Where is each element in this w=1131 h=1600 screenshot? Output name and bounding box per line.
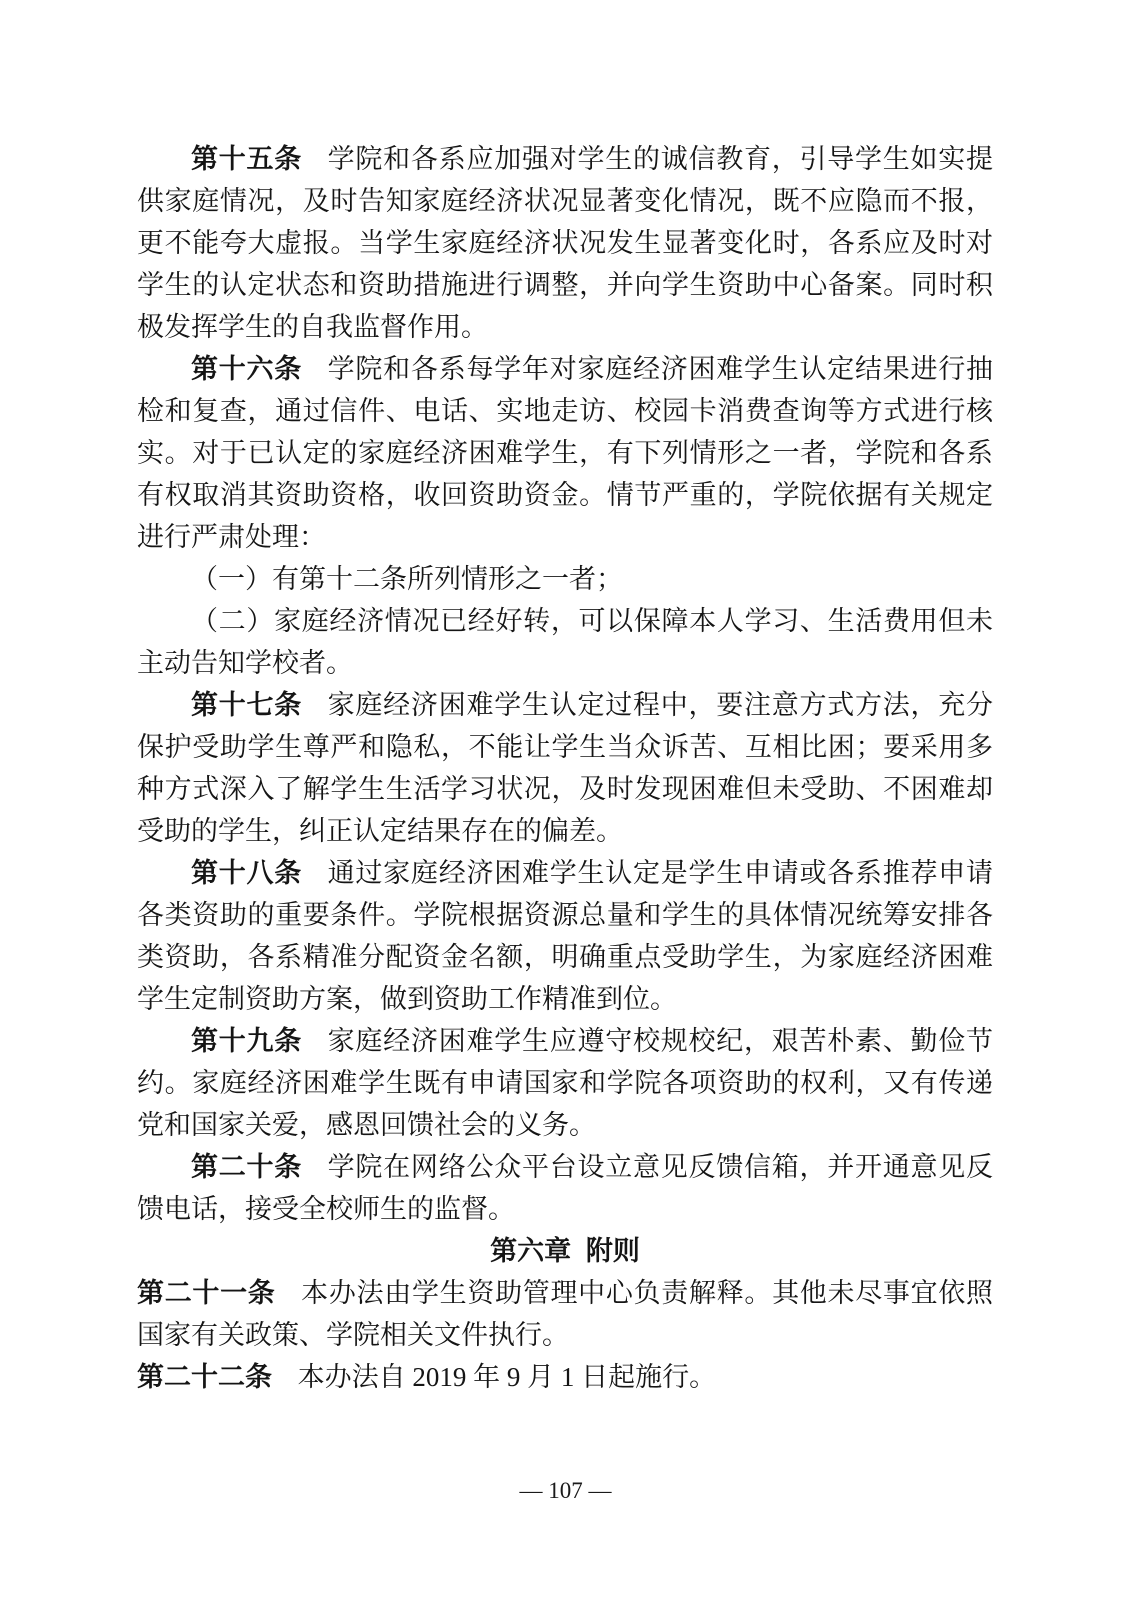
article-number: 第二十一条 [137, 1278, 276, 1308]
paragraph-text: 家庭经济困难学生认定过程中，要注意方式方法，充分保护受助学生尊严和隐私，不能让学生当众诉苦、互相比困；要采用多种方式深入了解学生生活学习状况，及时发现困难但未受助、不困难却受助的学生，纠正认定结果存在的偏差。 [137, 690, 994, 846]
page-footer [0, 1478, 1131, 1504]
paragraph [137, 1146, 993, 1230]
article-number: 第十五条 [191, 144, 303, 174]
paragraph [137, 558, 993, 600]
paragraph-text: （二）家庭经济情况已经好转，可以保障本人学习、生活费用但未主动告知学校者。 [137, 606, 993, 678]
paragraph-text: 通过家庭经济困难学生认定是学生申请或各系推荐申请各类资助的重要条件。学院根据资源总量和学生的具体情况统筹安排各类资助，各系精准分配资金名额，明确重点受助学生，为家庭经济困难学生定制资助方案，做到资助工作精准到位。 [137, 858, 994, 1014]
paragraph [137, 348, 993, 558]
paragraph [137, 600, 993, 684]
article-number: 第十八条 [191, 858, 303, 888]
document-body [137, 138, 993, 1398]
paragraph-text: 本办法由学生资助管理中心负责解释。其他未尽事宜依照国家有关政策、学院相关文件执行。 [137, 1278, 994, 1350]
page-number: — 107 — [519, 1478, 612, 1503]
article-number: 第十九条 [191, 1026, 303, 1056]
article-number: 第二十二条 [137, 1362, 272, 1392]
paragraph [137, 852, 993, 1020]
chapter-heading [137, 1230, 993, 1272]
paragraph-text: 附则 [585, 1236, 640, 1266]
paragraph [137, 1356, 993, 1398]
paragraph-text: 家庭经济困难学生应遵守校规校纪，艰苦朴素、勤俭节约。家庭经济困难学生既有申请国家和学院各项资助的权利，又有传递党和国家关爱，感恩回馈社会的义务。 [137, 1026, 994, 1140]
paragraph-text: 学院和各系应加强对学生的诚信教育，引导学生如实提供家庭情况，及时告知家庭经济状况显著变化情况，既不应隐而不报，更不能夸大虚报。当学生家庭经济状况发生显著变化时，各系应及时对学生的认定状态和资助措施进行调整，并向学生资助中心备案。同时积极发挥学生的自我监督作用。 [137, 144, 994, 342]
paragraph-text: （一）有第十二条所列情形之一者； [191, 564, 623, 594]
paragraph-text: 本办法自 2019 年 9 月 1 日起施行。 [297, 1362, 717, 1392]
chapter-number: 第六章 [490, 1236, 572, 1266]
article-number: 第十七条 [191, 690, 303, 720]
article-number: 第十六条 [191, 354, 303, 384]
paragraph [137, 1020, 993, 1146]
paragraph [137, 684, 993, 852]
paragraph [137, 138, 993, 348]
paragraph-text: 学院在网络公众平台设立意见反馈信箱，并开通意见反馈电话，接受全校师生的监督。 [137, 1152, 994, 1224]
paragraph-text: 学院和各系每学年对家庭经济困难学生认定结果进行抽检和复查，通过信件、电话、实地走访、校园卡消费查询等方式进行核实。对于已认定的家庭经济困难学生，有下列情形之一者，学院和各系有权取消其资助资格，收回资助资金。情节严重的，学院依据有关规定进行严肃处理： [137, 354, 994, 552]
article-number: 第二十条 [191, 1152, 303, 1182]
paragraph [137, 1272, 993, 1356]
